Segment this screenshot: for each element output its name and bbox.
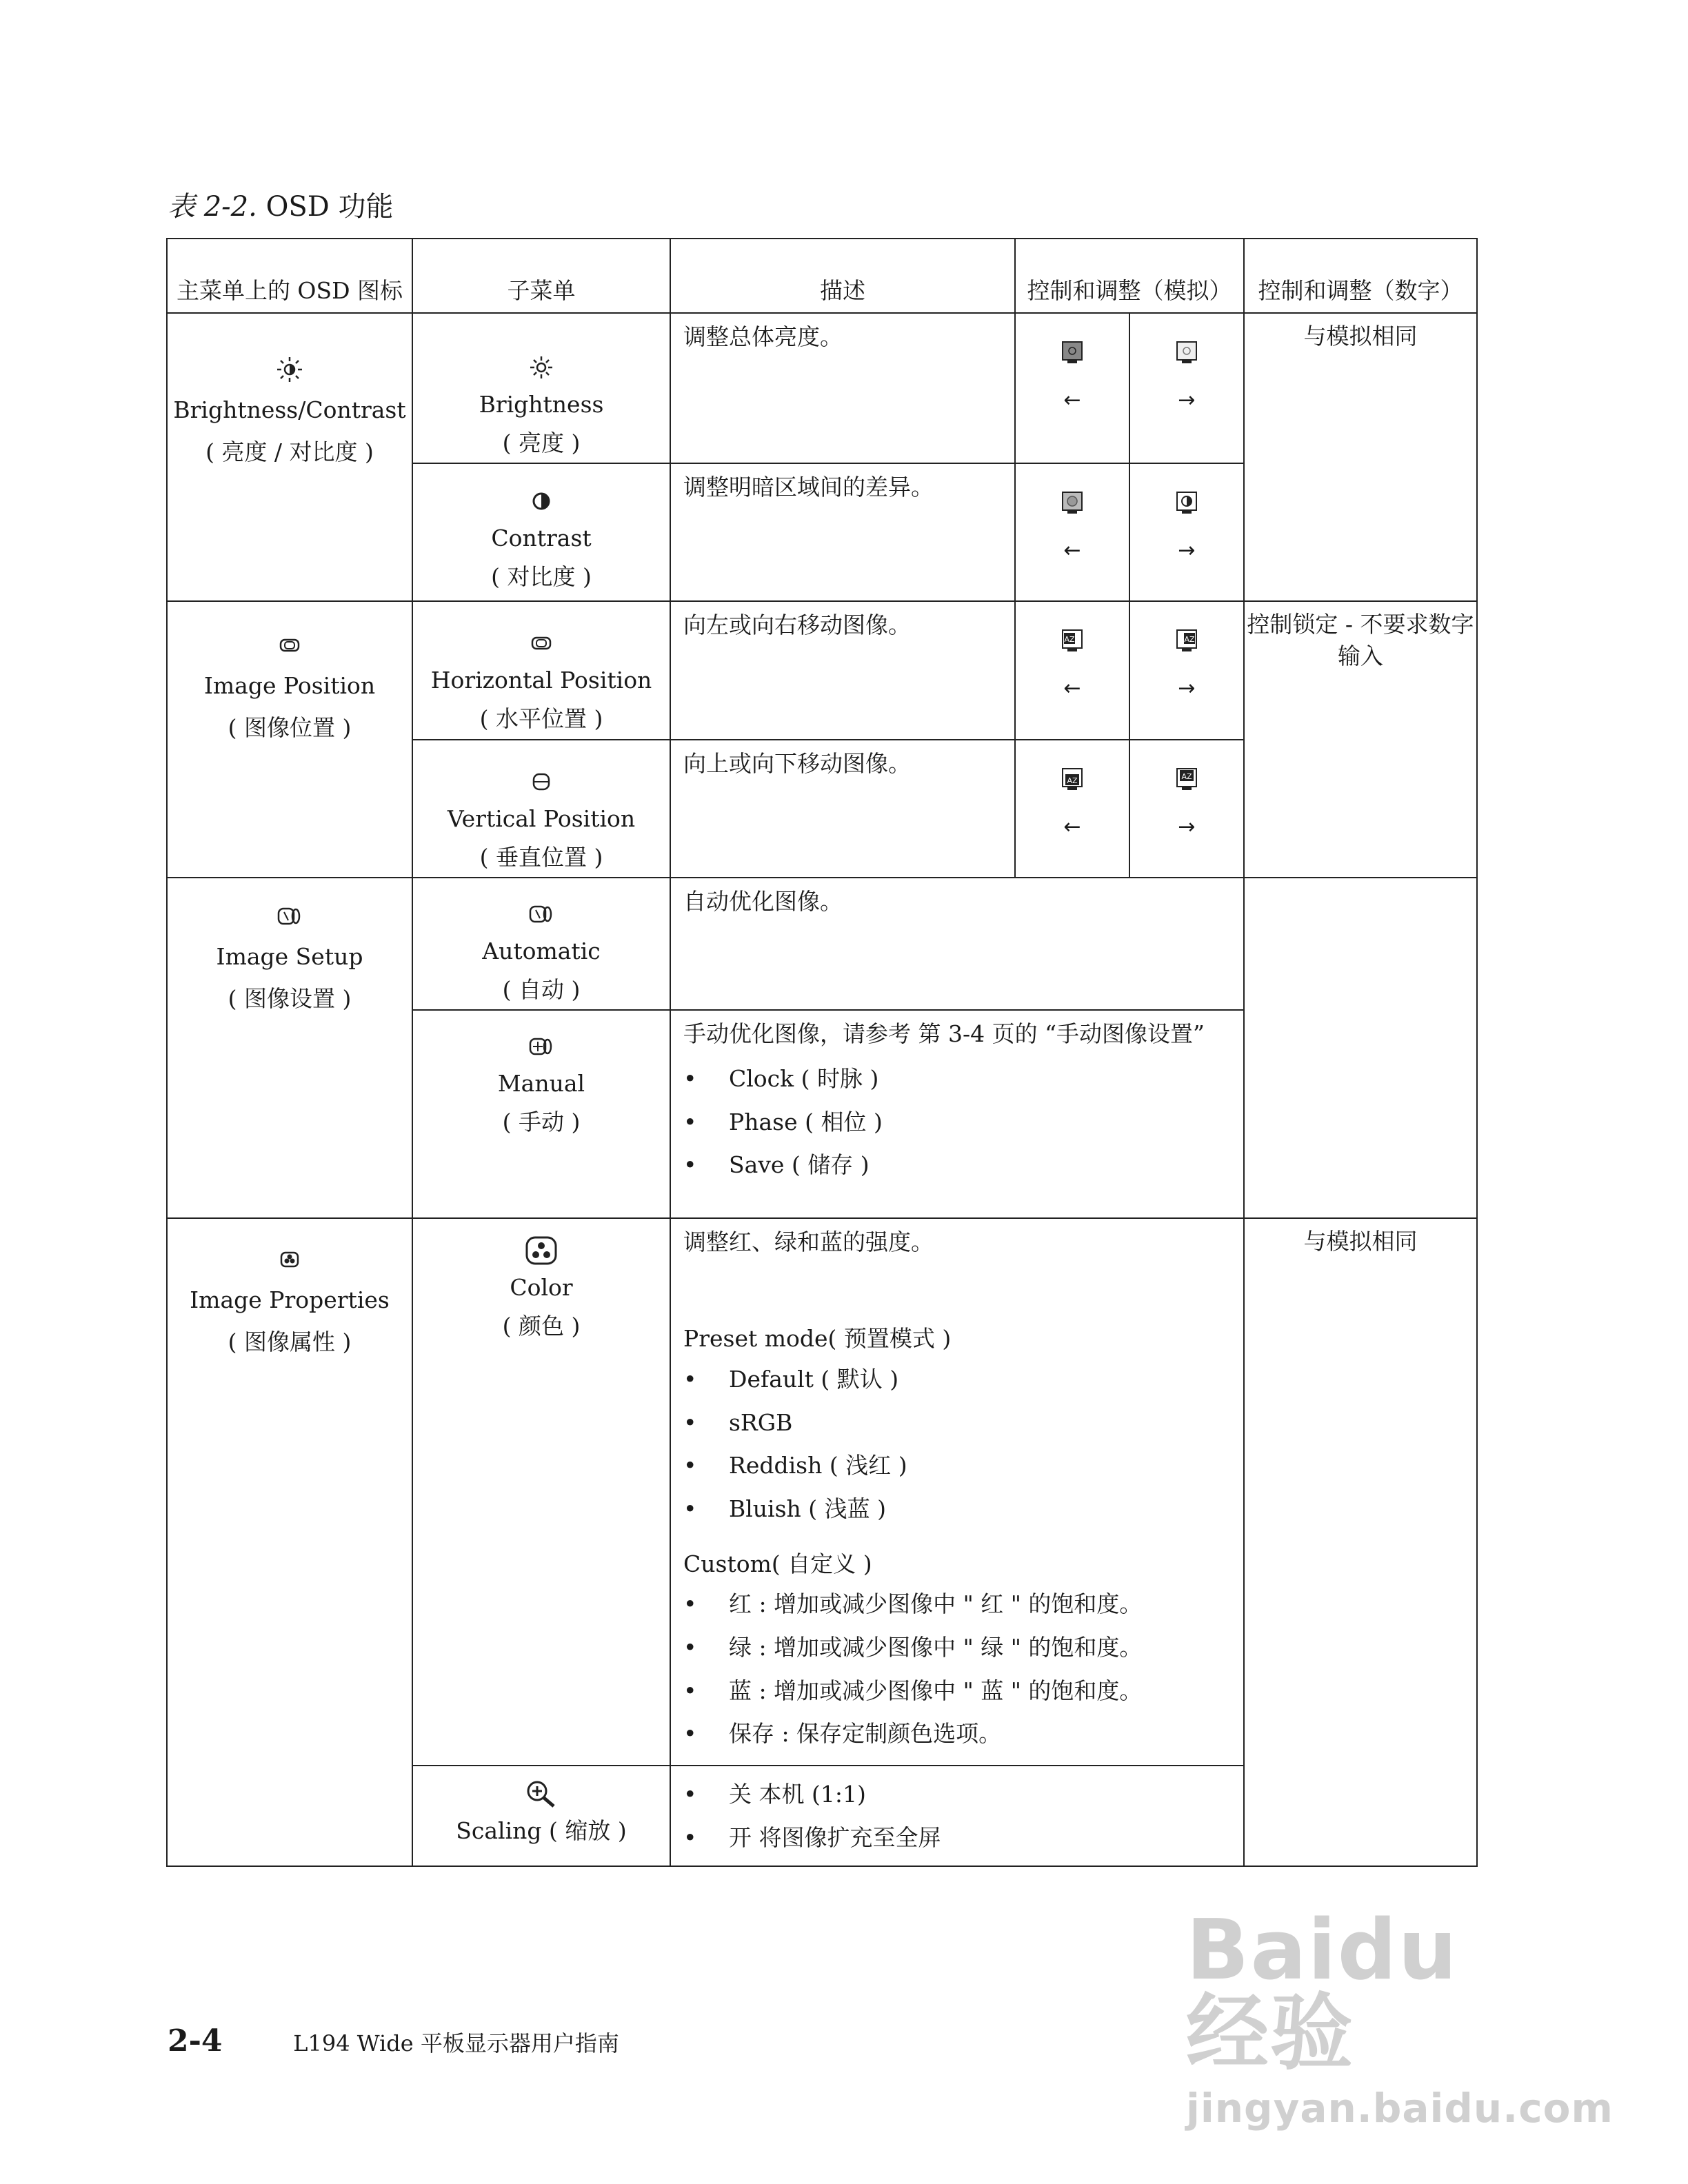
- custom-color-list: [683, 1583, 1231, 1756]
- submenu-vertical-position: [412, 740, 670, 878]
- right-arrow-icon: →: [1178, 388, 1196, 412]
- submenu-label-en: Manual: [497, 1070, 585, 1098]
- header-submenu: 子菜单: [412, 239, 670, 313]
- submenu-brightness: [412, 313, 670, 463]
- analog-increase-contrast: [1129, 463, 1244, 601]
- submenu-scaling: [412, 1766, 670, 1866]
- manual-description-text: 手动优化图像，请参考 第 3-4 页的 “手动图像设置”: [683, 1020, 1205, 1048]
- submenu-horizontal-position: [412, 601, 670, 739]
- footer-title: L194 Wide 平板显示器用户指南: [293, 2030, 619, 2056]
- list-item: • 蓝 : 增加或减少图像中 " 蓝 " 的饱和度。: [683, 1670, 1231, 1713]
- left-arrow-icon: ←: [1063, 388, 1081, 412]
- header-main-icon: 主菜单上的 OSD 图标: [167, 239, 412, 313]
- scaling-label: Scaling ( 缩放 ): [456, 1817, 627, 1845]
- table-row: [167, 878, 1477, 1010]
- digital-brightness-contrast: 与模拟相同: [1244, 313, 1477, 601]
- table-row: [167, 313, 1477, 463]
- header-digital: 控制和调整（数字）: [1244, 239, 1477, 313]
- submenu-automatic: [412, 878, 670, 1010]
- brightness-icon: [276, 356, 303, 383]
- list-item: • 开 将图像扩充至全屏: [683, 1817, 1231, 1860]
- main-label-cn: ( 图像属性 ): [228, 1328, 352, 1356]
- list-item: • sRGB: [683, 1402, 1231, 1445]
- submenu-label-en: Horizontal Position: [430, 667, 652, 694]
- low-contrast-monitor-icon: [1062, 492, 1083, 515]
- analog-move-right: [1129, 601, 1244, 739]
- header-description: 描述: [670, 239, 1015, 313]
- submenu-label-en: Contrast: [491, 525, 592, 552]
- analog-move-left: [1015, 601, 1129, 739]
- submenu-label-en: Color: [510, 1274, 573, 1302]
- submenu-color: [412, 1218, 670, 1766]
- description-color: [670, 1218, 1244, 1766]
- submenu-label-cn: ( 水平位置 ): [479, 705, 603, 733]
- color-description-text: 调整红、绿和蓝的强度。: [683, 1228, 934, 1256]
- description-horizontal: 向左或向右移动图像。: [670, 601, 1015, 739]
- image-position-main: [167, 601, 412, 878]
- description-brightness: 调整总体亮度。: [670, 313, 1015, 463]
- baidu-watermark: [1186, 1903, 1614, 2132]
- svg-text:AZ: AZ: [1184, 635, 1195, 645]
- image-properties-main: [167, 1218, 412, 1866]
- submenu-label-en: Brightness: [479, 391, 604, 418]
- submenu-label-cn: ( 手动 ): [502, 1109, 581, 1136]
- left-arrow-icon: ←: [1063, 814, 1081, 839]
- auto-adjust-icon: [528, 900, 555, 928]
- main-label-en: Image Setup: [216, 942, 363, 970]
- submenu-label-cn: ( 对比度 ): [491, 563, 592, 591]
- description-contrast: 调整明暗区域间的差异。: [670, 463, 1015, 601]
- description-automatic: 自动优化图像。: [670, 878, 1244, 1010]
- vertical-position-icon: [528, 768, 555, 796]
- main-label-cn: ( 图像设置 ): [228, 984, 352, 1012]
- list-item: • Phase ( 相位 ): [683, 1101, 1231, 1144]
- caption-text: OSD 功能: [265, 191, 394, 223]
- color-icon: [525, 1235, 558, 1266]
- analog-move-up: [1129, 740, 1244, 878]
- preset-mode-list: [683, 1358, 1231, 1531]
- contrast-icon: [528, 487, 555, 515]
- list-item: • Bluish ( 浅蓝 ): [683, 1488, 1231, 1531]
- submenu-label-cn: ( 垂直位置 ): [479, 843, 603, 871]
- page-footer: [168, 2023, 619, 2059]
- osd-table: [166, 238, 1478, 1867]
- submenu-label-cn: ( 亮度 ): [502, 429, 581, 457]
- horizontal-position-icon: [528, 629, 555, 657]
- manual-adjust-icon: [528, 1033, 555, 1060]
- image-setup-icon: [276, 902, 303, 930]
- watermark-logo: Baidu 经验: [1186, 1903, 1458, 2081]
- image-left-monitor-icon: [1062, 629, 1083, 653]
- submenu-manual: [412, 1010, 670, 1218]
- list-item: • 关 本机 (1:1): [683, 1773, 1231, 1817]
- main-label-en: Image Position: [203, 672, 376, 700]
- image-up-monitor-icon: [1176, 768, 1197, 791]
- list-item: • 绿 : 增加或减少图像中 " 绿 " 的饱和度。: [683, 1626, 1231, 1670]
- table-caption: [168, 185, 394, 224]
- caption-label: 表 2-2.: [168, 191, 257, 223]
- list-item: • Reddish ( 浅红 ): [683, 1444, 1231, 1488]
- analog-decrease-contrast: [1015, 463, 1129, 601]
- table-row: [167, 1218, 1477, 1766]
- image-position-icon: [276, 631, 303, 659]
- list-item: • 保存 : 保存定制颜色选项。: [683, 1712, 1231, 1756]
- left-arrow-icon: ←: [1063, 676, 1081, 701]
- analog-move-down: [1015, 740, 1129, 878]
- table-row: [167, 601, 1477, 739]
- image-properties-icon: [276, 1246, 303, 1273]
- manual-options-list: [683, 1058, 1231, 1187]
- description-vertical: 向上或向下移动图像。: [670, 740, 1015, 878]
- main-label-cn: ( 图像位置 ): [228, 714, 352, 742]
- description-scaling: [670, 1766, 1244, 1866]
- right-arrow-icon: →: [1178, 538, 1196, 563]
- main-label-en: Brightness/Contrast: [173, 396, 406, 424]
- svg-text:AZ: AZ: [1067, 776, 1078, 785]
- submenu-label-en: Automatic: [482, 937, 601, 964]
- submenu-label-cn: ( 自动 ): [502, 976, 581, 1004]
- left-arrow-icon: ←: [1063, 538, 1081, 563]
- digital-image-position: 控制锁定 - 不要求数字输入: [1244, 601, 1477, 878]
- list-item: • Save ( 储存 ): [683, 1144, 1231, 1187]
- bright-monitor-icon: [1176, 341, 1197, 365]
- right-arrow-icon: →: [1178, 676, 1196, 701]
- analog-decrease-brightness: [1015, 313, 1129, 463]
- digital-image-setup: [1244, 878, 1477, 1218]
- main-label-en: Image Properties: [190, 1286, 390, 1314]
- image-right-monitor-icon: [1176, 629, 1197, 653]
- header-analog: 控制和调整（模拟）: [1015, 239, 1244, 313]
- sun-icon: [528, 354, 555, 381]
- brightness-contrast-main: [167, 313, 412, 601]
- main-label-cn: ( 亮度 / 对比度 ): [205, 438, 374, 466]
- high-contrast-monitor-icon: [1176, 492, 1197, 515]
- submenu-label-cn: ( 颜色 ): [502, 1313, 581, 1340]
- analog-increase-brightness: [1129, 313, 1244, 463]
- custom-label: Custom( 自定义 ): [683, 1550, 872, 1577]
- scaling-options-list: [683, 1773, 1231, 1859]
- watermark-url: jingyan.baidu.com: [1186, 2085, 1614, 2132]
- image-down-monitor-icon: [1062, 768, 1083, 791]
- image-setup-main: [167, 878, 412, 1218]
- preset-mode-label: Preset mode( 预置模式 ): [683, 1324, 952, 1352]
- list-item: • 红 : 增加或减少图像中 " 红 " 的饱和度。: [683, 1583, 1231, 1626]
- digital-image-properties: 与模拟相同: [1244, 1218, 1477, 1866]
- list-item: • Clock ( 时脉 ): [683, 1058, 1231, 1101]
- page-number: 2-4: [168, 2023, 223, 2059]
- right-arrow-icon: →: [1178, 814, 1196, 839]
- submenu-label-en: Vertical Position: [447, 805, 636, 832]
- dim-monitor-icon: [1062, 341, 1083, 365]
- header-row: [167, 239, 1477, 313]
- list-item: • Default ( 默认 ): [683, 1358, 1231, 1402]
- submenu-contrast: [412, 463, 670, 601]
- svg-text:AZ: AZ: [1064, 635, 1075, 645]
- description-manual: [670, 1010, 1244, 1218]
- svg-text:AZ: AZ: [1181, 771, 1192, 781]
- zoom-icon: [523, 1779, 559, 1809]
